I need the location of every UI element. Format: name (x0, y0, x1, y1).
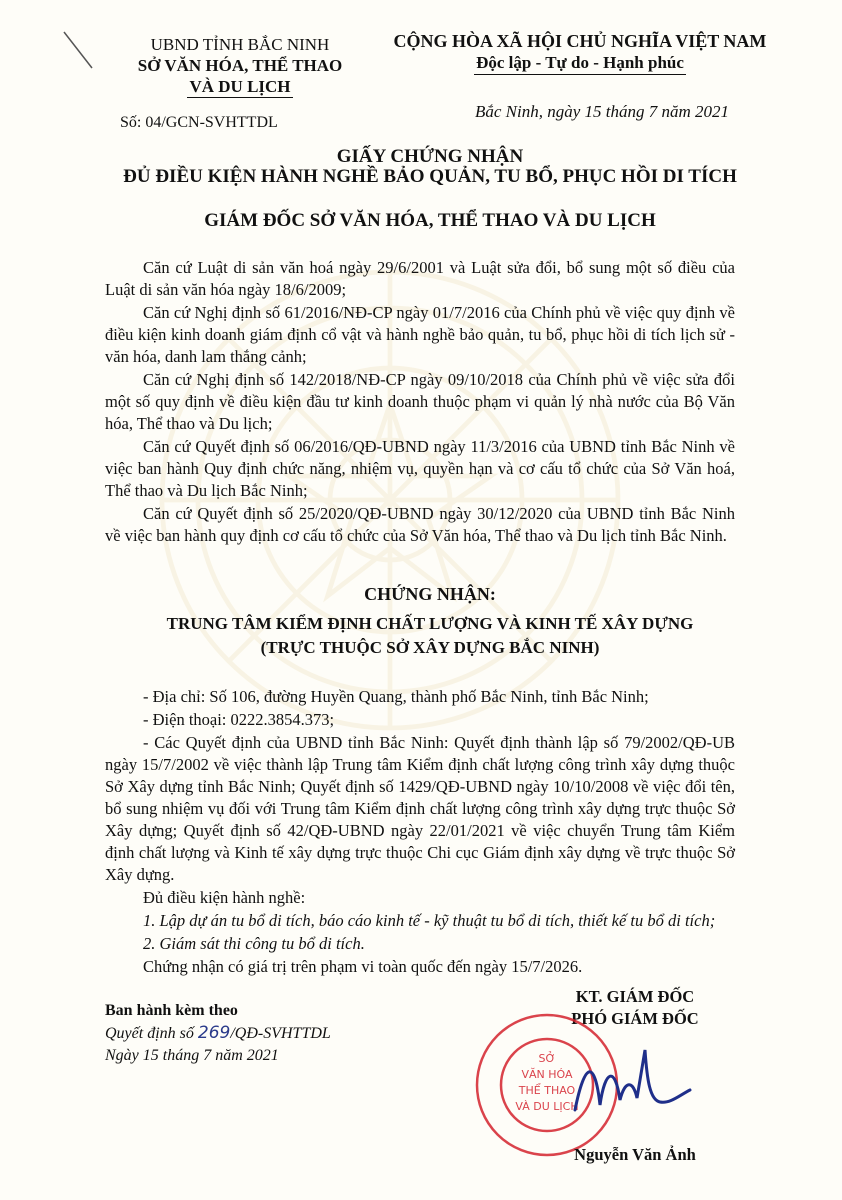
issuance-note (105, 1000, 405, 1067)
stamp-text-line: VĂN HÓA (521, 1068, 573, 1081)
place-date: Bắc Ninh, ngày 15 tháng 7 năm 2021 (475, 102, 730, 121)
decision-date: Ngày 15 tháng 7 năm 2021 (105, 1047, 279, 1064)
validity-line: Chứng nhận có giá trị trên phạm vi toàn quốc đến ngày 15/7/2026. (143, 957, 583, 976)
address-line: - Địa chỉ: Số 106, đường Huyền Quang, thành phố Bắc Ninh, tỉnh Bắc Ninh; (143, 687, 649, 706)
decision-prefix: Quyết định số (105, 1025, 198, 1042)
stamp-text-line: SỞ (538, 1052, 556, 1065)
org-line-2: SỞ VĂN HÓA, THỂ THAO (137, 56, 343, 75)
phone-line: - Điện thoại: 0222.3854.373; (143, 710, 335, 729)
signer-name: Nguyễn Văn Ảnh (574, 1145, 696, 1164)
issued-with-label: Ban hành kèm theo (105, 1002, 238, 1019)
decision-suffix: /QĐ-SVHTTDL (230, 1025, 331, 1042)
national-header (380, 30, 780, 75)
eligible-item-1: 1. Lập dự án tu bổ di tích, báo cáo kinh tế - kỹ thuật tu bổ di tích, thiết kế tu bổ di tích; (143, 911, 716, 930)
nation-name: CỘNG HÒA XÃ HỘI CHỦ NGHĨA VIỆT NAM (393, 31, 767, 51)
eligible-intro: Đủ điều kiện hành nghề: (143, 888, 306, 907)
decision-number-handwritten: 269 (197, 1023, 231, 1043)
authority-title: GIÁM ĐỐC SỞ VĂN HÓA, THỂ THAO VÀ DU LỊCH (204, 210, 656, 231)
legal-bases (105, 257, 735, 548)
eligible-item-2: 2. Giám sát thi công tu bổ di tích. (143, 934, 365, 953)
stamp-text-line: THỂ THAO (518, 1084, 576, 1097)
entity-name: TRUNG TÂM KIỂM ĐỊNH CHẤT LƯỢNG VÀ KINH TẾ XÂY DỰNG (166, 614, 694, 633)
document-number: Số: 04/GCN-SVHTTDL (120, 114, 278, 131)
basis-item: Căn cứ Nghị định số 142/2018/NĐ-CP ngày 09/10/2018 của Chính phủ về việc sửa đổi một số quy định về điều kiện đầu tư kinh doanh thuộc phạm vi quản lý nhà nước của Bộ Văn hóa, Thể thao và Du lịch; (105, 370, 735, 433)
issuing-organization (100, 34, 380, 98)
entity-details (105, 686, 735, 979)
basis-item: Căn cứ Nghị định số 61/2016/NĐ-CP ngày 01/7/2016 của Chính phủ về việc quy định về điều kiện kinh doanh giám định cổ vật và hành nghề bảo quản, tu bổ, phục hồi di tích lịch sử - văn hóa, danh lam thắng cảnh; (105, 303, 735, 366)
certificate-subtitle: ĐỦ ĐIỀU KIỆN HÀNH NGHỀ BẢO QUẢN, TU BỔ, PHỤC HỒI DI TÍCH (123, 166, 737, 187)
decisions-paragraph: - Các Quyết định của UBND tỉnh Bắc Ninh: Quyết định thành lập số 79/2002/QĐ-UB ngày 15/7/2002 về việc thành lập Trung tâm Kiểm định chất lượng công trình xây dựng thuộc Sở Xây dựng tỉnh Bắc Ninh; Quyết định số 1429/QĐ-UBND ngày 10/10/2008 về việc đổi tên, bổ sung nhiệm vụ đối với Trung tâm Kiểm định chất lượng công trình xây dựng trực thuộc Sở Xây dựng; Quyết định số 42/QĐ-UBND ngày 22/01/2021 về việc chuyển Trung tâm Kiểm định chất lượng và Kinh tế xây dựng trực thuộc Chi cục Giám định xây dựng về trực thuộc Sở Xây dựng. (105, 733, 735, 884)
decision-reference (105, 1022, 405, 1045)
scan-mark (62, 30, 102, 70)
basis-item: Căn cứ Quyết định số 25/2020/QĐ-UBND ngày 30/12/2020 của UBND tỉnh Bắc Ninh về việc ban hành quy định cơ cấu tổ chức của Sở Văn hóa, Thể thao và Du lịch tỉnh Bắc Ninh. (105, 504, 735, 545)
signer-title-1: KT. GIÁM ĐỐC (575, 987, 695, 1006)
certificate-title: GIẤY CHỨNG NHẬN (336, 146, 524, 167)
entity-parent: (TRỰC THUỘC SỞ XÂY DỰNG BẮC NINH) (260, 638, 600, 657)
basis-item: Căn cứ Luật di sản văn hoá ngày 29/6/2001 và Luật sửa đổi, bổ sung một số điều của Luật di sản văn hóa ngày 18/6/2009; (105, 258, 735, 299)
org-line-3: VÀ DU LỊCH (189, 77, 291, 96)
certify-heading: CHỨNG NHẬN: (364, 584, 496, 604)
basis-item: Căn cứ Quyết định số 06/2016/QĐ-UBND ngày 11/3/2016 của UBND tỉnh Bắc Ninh về việc ban hành Quy định chức năng, nhiệm vụ, quyền hạn và cơ cấu tổ chức của Sở Văn hoá, Thể thao và Du lịch Bắc Ninh; (105, 437, 735, 500)
stamp-text-line: VÀ DU LỊCH (515, 1100, 579, 1113)
signer-title-2: PHÓ GIÁM ĐỐC (571, 1009, 699, 1028)
handwritten-signature (565, 1040, 695, 1130)
org-line-1: UBND TỈNH BẮC NINH (150, 35, 330, 54)
national-motto: Độc lập - Tự do - Hạnh phúc (474, 52, 686, 75)
